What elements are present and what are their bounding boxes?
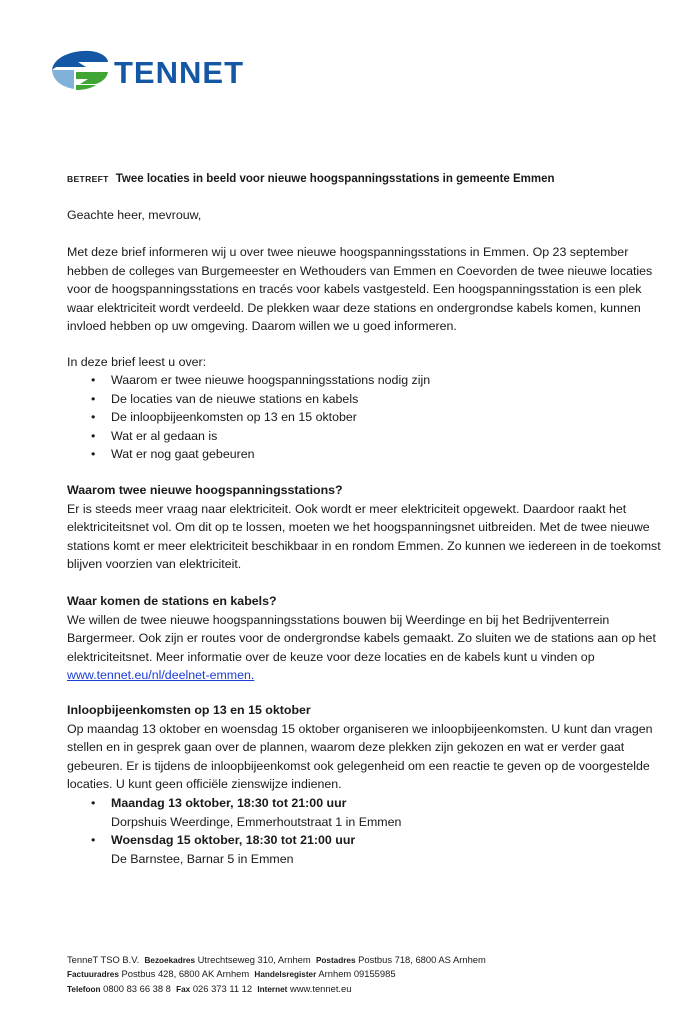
bullet-icon: • [91, 391, 96, 406]
section-events [67, 701, 657, 794]
section-where [67, 592, 657, 685]
event-location: De Barnstee, Barnar 5 in Emmen [111, 851, 294, 866]
body-line: stations komt er meer elektriciteit beschikbaar in en rondom Emmen. Zo kunnen we iedereen in de toekomst [67, 538, 661, 553]
tennet-logo [50, 50, 255, 92]
intro-line: voor de hoogspanningsstations en tracés voor kabels vastgesteld. Een hoogspanningsstation is een plek [67, 282, 642, 297]
intro-line: hebben de colleges van Burgemeester en Wethouders van Emmen en Coevorden de twee nieuwe locaties [67, 263, 653, 278]
bullet-icon: • [91, 373, 96, 387]
toc-item: • Wat er al gedaan is [67, 427, 657, 446]
body-line: blijven voorzien van elektriciteit. [67, 557, 242, 572]
bullet-icon: • [91, 796, 96, 810]
section-why [67, 481, 661, 574]
event-item [67, 831, 657, 868]
subject-label: BETREFT [67, 174, 109, 184]
section-heading: Inloopbijeenkomsten op 13 en 15 oktober [67, 703, 311, 717]
event-item [67, 794, 657, 831]
intro-line: waar elektriciteit wordt verdeeld. De plekken waar deze stations en ondergrondse kabels komen, kunnen [67, 300, 641, 315]
intro-line: invloed hebben op uw omgeving. Daarom willen we u goed informeren. [67, 319, 457, 334]
salutation: Geachte heer, mevrouw, [67, 208, 202, 222]
footer [67, 953, 486, 996]
footer-row: Factuuradres Postbus 428, 6800 AK Arnhem Handelsregister Arnhem 09155985 [67, 968, 396, 980]
event-title: Woensdag 15 oktober, 18:30 tot 21:00 uur [111, 833, 356, 848]
body-line: gebeuren. Er is tijdens de inloopbijeenkomst ook gelegenheid om een reactie te geven op de voorgestelde [67, 758, 650, 773]
event-title: Maandag 13 oktober, 18:30 tot 21:00 uur [111, 796, 347, 810]
bullet-icon: • [91, 410, 96, 425]
section-heading: Waar komen de stations en kabels? [67, 594, 277, 608]
footer-row: TenneT TSO B.V. Bezoekadres Utrechtseweg 310, Arnhem Postadres Postbus 718, 6800 AS Arnhem [67, 954, 486, 965]
toc-item: • De inloopbijeenkomsten op 13 en 15 oktober [67, 408, 657, 427]
footer-row: Telefoon 0800 83 66 38 8 Fax 026 373 11 12 Internet www.tennet.eu [67, 982, 352, 994]
subject-text: Twee locaties in beeld voor nieuwe hoogspanningsstations in gemeente Emmen [115, 173, 555, 185]
intro-paragraph [67, 243, 657, 336]
toc-item: • De locaties van de nieuwe stations en kabels [67, 390, 657, 409]
body-line: elektriciteitsnet vol. Om dit op te lossen, moeten we het hoogspanningsnet uitbreiden. Met de twee nieuwe [67, 520, 650, 535]
svg-text:TENNET: TENNET [114, 55, 244, 90]
body-line: Bargermeer. Ook zijn er routes voor de ondergrondse kabels gemaakt. Zo sluiten we de stations aan op het [67, 631, 656, 646]
bullet-icon: • [91, 428, 96, 443]
body-line: stellen en in gesprek gaan over de plannen, waarom deze plekken zijn gekozen en wat er verder gaat [67, 740, 625, 755]
body-line: We willen de twee nieuwe hoogspanningsstations bouwen bij Weerdinge en bij het Bedrijventerrein [67, 612, 610, 627]
bullet-icon: • [91, 833, 96, 848]
body-line: Op maandag 13 oktober en woensdag 15 oktober organiseren we inloopbijeenkomsten. U kunt dan vragen [67, 721, 653, 736]
event-location: Dorpshuis Weerdinge, Emmerhoutstraat 1 in Emmen [111, 814, 402, 829]
toc-item: • Waarom er twee nieuwe hoogspanningsstations nodig zijn [67, 371, 657, 390]
toc-item: • Wat er nog gaat gebeuren [67, 445, 657, 464]
toc-list [67, 371, 657, 464]
section-heading: Waarom twee nieuwe hoogspanningsstations? [67, 483, 343, 497]
deelnet-emmen-link[interactable]: www.tennet.eu/nl/deelnet-emmen. [67, 668, 255, 683]
event-list [67, 794, 657, 868]
tennet-logo-icon [50, 50, 255, 92]
body-line: locaties. U kunt geen officiële zienswijze indienen. [67, 777, 342, 792]
footer-website: www.tennet.eu [289, 982, 352, 994]
toc-lead: In deze brief leest u over: [67, 355, 207, 369]
subject-line [67, 173, 555, 185]
body-line: elektriciteitsnet. Meer informatie over de keuze voor deze locaties en de kabels kunt u vinden op [67, 649, 595, 664]
intro-line: Met deze brief informeren wij u over twee nieuwe hoogspanningsstations in Emmen. Op 23 september [67, 245, 629, 259]
body-line: Er is steeds meer vraag naar elektriciteit. Ook wordt er meer elektriciteit opgewekt. Daardoor raakt het [67, 501, 627, 516]
bullet-icon: • [91, 447, 96, 462]
